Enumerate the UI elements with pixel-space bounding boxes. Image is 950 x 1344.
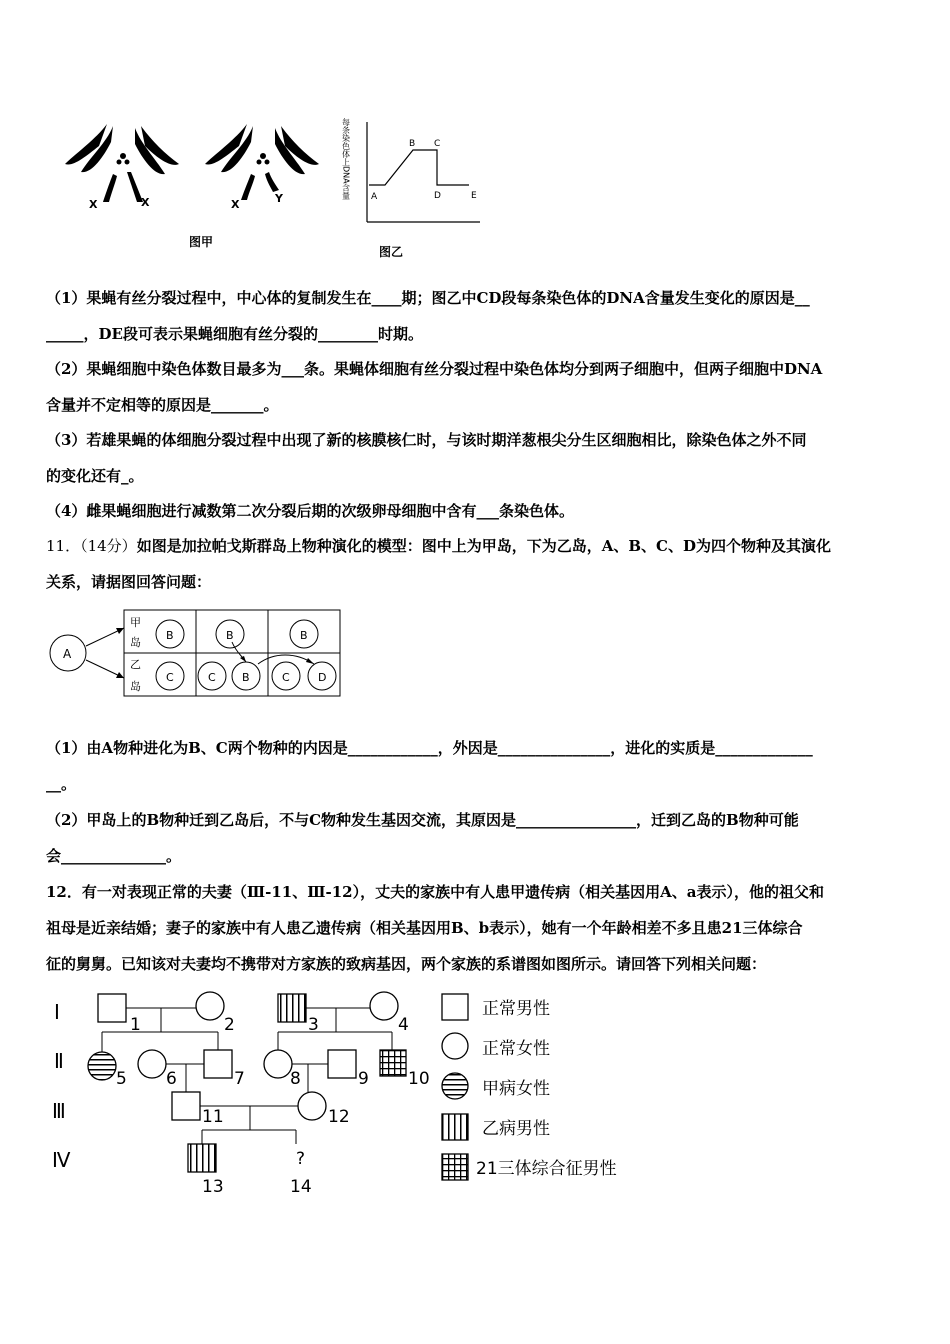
num-6: 6 [166, 1069, 177, 1089]
num-9: 9 [358, 1069, 369, 1089]
point-b: B [409, 139, 416, 149]
label-x1: X [89, 198, 98, 211]
num-2: 2 [224, 1015, 235, 1035]
karyotype-male [205, 124, 319, 200]
species-a: A [63, 647, 72, 661]
q11-intro [46, 528, 908, 564]
q11-part2-cont: 会______________。 [46, 847, 182, 865]
gen-iii: Ⅲ [52, 1099, 66, 1123]
q11-part1-cont: __。 [46, 775, 77, 793]
num-4: 4 [398, 1015, 409, 1035]
q10-part2-cont: 含量并不定相等的原因是_______。 [46, 396, 279, 414]
num-12: 12 [328, 1107, 350, 1127]
num-14: 14 [290, 1177, 312, 1197]
num-8: 8 [290, 1069, 301, 1089]
species-c-2: C [208, 671, 216, 684]
species-d: D [318, 671, 327, 684]
label-y: Y [275, 192, 283, 205]
species-b-1: B [166, 629, 174, 642]
pedigree-legend [442, 994, 617, 1180]
gen-iv: Ⅳ [52, 1148, 71, 1172]
species-b-4: B [242, 671, 250, 684]
legend-normal-female: 正常女性 [482, 1039, 550, 1059]
legend-disease-b-male: 乙病男性 [482, 1119, 550, 1139]
caption-yi: 图乙 [379, 245, 404, 259]
num-11: 11 [202, 1107, 224, 1127]
q10-part1-cont: _____，DE段可表示果蝇细胞有丝分裂的________时期。 [46, 325, 423, 343]
figure-chromosomes-graph [55, 112, 505, 262]
species-c-3: C [282, 671, 290, 684]
dna-graph [342, 117, 481, 222]
karyotype-female [65, 124, 179, 202]
legend-down-syndrome-male: 21三体综合征男性 [476, 1159, 617, 1179]
pedigree-chart [46, 984, 666, 1204]
caption-jia: 图甲 [189, 235, 214, 249]
num-5: 5 [116, 1069, 127, 1089]
point-e: E [471, 191, 477, 201]
q11-number: 11．（14分） [46, 537, 137, 555]
legend-disease-a-female: 甲病女性 [482, 1079, 550, 1099]
island-jia-2: 岛 [130, 636, 141, 649]
q10-part4: （4）雌果蝇细胞进行减数第二次分裂后期的次级卵母细胞中含有___条染色体。 [46, 502, 574, 520]
gen-i: Ⅰ [54, 1000, 60, 1024]
island-jia-1: 甲 [130, 616, 141, 629]
q11-intro-text: 如图是加拉帕戈斯群岛上物种演化的模型：图中上为甲岛，下为乙岛，A、B、C、D为四个物种及其演化 [136, 537, 831, 555]
point-c: C [434, 139, 441, 149]
species-b-2: B [226, 629, 234, 642]
island-yi-2: 岛 [130, 680, 141, 693]
label-x3: X [231, 198, 240, 211]
num-1: 1 [130, 1015, 141, 1035]
q10-part2: （2）果蝇细胞中染色体数目最多为___条。果蝇体细胞有丝分裂过程中染色体均分到两子细胞中，但两子细胞中DNA [46, 360, 823, 378]
num-7: 7 [234, 1069, 245, 1089]
num-3: 3 [308, 1015, 319, 1035]
figure-island-model [46, 606, 346, 700]
q11-part2: （2）甲岛上的B物种迁到乙岛后，不与C物种发生基因交流，其原因是________________，迁到乙岛的B物种可能 [46, 811, 799, 829]
unknown-mark: ? [296, 1149, 306, 1169]
q11-part1: （1）由A物种进化为B、C两个物种的内因是____________，外因是_______________，进化的实质是_____________ [46, 739, 813, 757]
num-13: 13 [202, 1177, 224, 1197]
graph-y-label: 每条染色体上DNA含量 [341, 118, 351, 200]
point-a: A [371, 192, 378, 202]
species-c-1: C [166, 671, 174, 684]
label-x2: X [141, 196, 150, 209]
q10-part3-cont: 的变化还有_。 [46, 467, 144, 485]
num-10: 10 [408, 1069, 430, 1089]
q12-line1: 12．有一对表现正常的夫妻（Ⅲ-11、Ⅲ-12），丈夫的家族中有人患甲遗传病（相关基因用A、a表示），他的祖父和 [46, 883, 824, 901]
island-yi-1: 乙 [130, 658, 141, 671]
q12-line2: 祖母是近亲结婚；妻子的家族中有人患乙遗传病（相关基因用B、b表示），她有一个年龄相差不多且患21三体综合 [46, 919, 803, 937]
species-b-3: B [300, 629, 308, 642]
q10-part1: （1）果蝇有丝分裂过程中，中心体的复制发生在____期；图乙中CD段每条染色体的DNA含量发生变化的原因是__ [46, 289, 810, 307]
q11-intro-cont: 关系，请据图回答问题： [46, 573, 212, 591]
legend-normal-male: 正常男性 [482, 999, 550, 1019]
point-d: D [434, 191, 441, 201]
q12-line3: 征的舅舅。已知该对夫妻均不携带对方家族的致病基因，两个家族的系谱图如图所示。请回答下列相关问题： [46, 955, 767, 973]
q10-part3: （3）若雄果蝇的体细胞分裂过程中出现了新的核膜核仁时，与该时期洋葱根尖分生区细胞相比，除染色体之外不同 [46, 431, 807, 449]
gen-ii: Ⅱ [54, 1049, 64, 1073]
